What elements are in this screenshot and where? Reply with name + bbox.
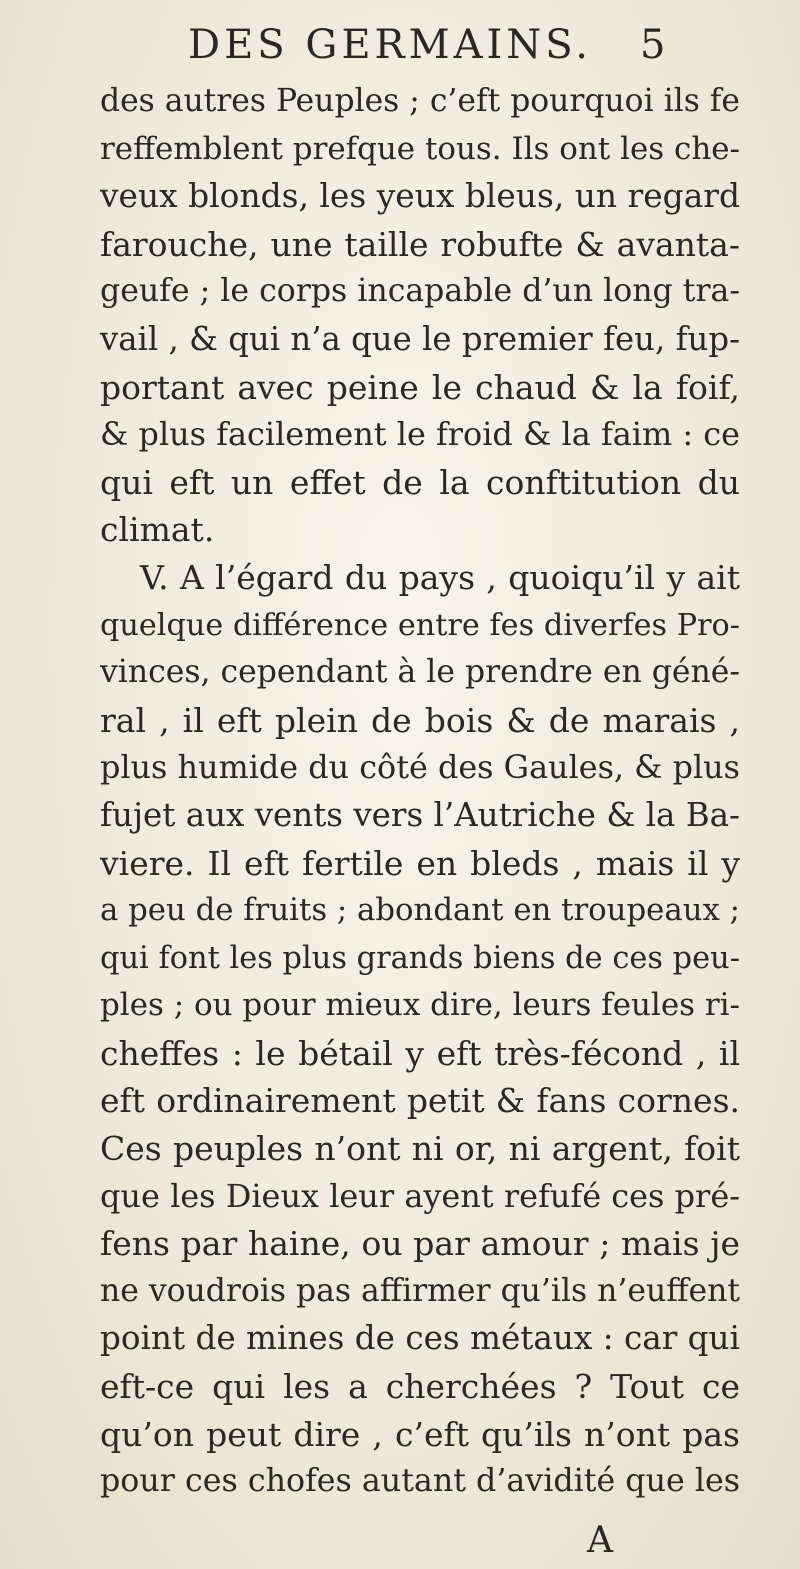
text-line: veux blonds, les yeux bleus, un regard xyxy=(100,177,740,216)
text-line: fujet aux vents vers l’Autriche & la Ba- xyxy=(100,795,740,834)
text-line: quelque différence entre fes diverfes Pro- xyxy=(100,607,740,643)
text-line: climat. xyxy=(100,510,215,550)
text-line: plus humide du côté des Gaules, & plus xyxy=(100,748,740,787)
body-text xyxy=(100,78,740,1506)
text-line: ral , il eft plein de bois & de marais , xyxy=(100,700,740,740)
catchword: A xyxy=(587,1520,613,1561)
text-line: vail , & qui n’a que le premier feu, fup- xyxy=(100,319,740,358)
text-line: point de mines de ces métaux : car qui xyxy=(100,1319,740,1358)
text-line: eft ordinairement petit & fans cornes. xyxy=(100,1081,740,1121)
text-line: Ces peuples n’ont ni or, ni argent, foit xyxy=(100,1129,740,1169)
text-line: portant avec peine le chaud & la foif, xyxy=(100,367,740,407)
text-line: des autres Peuples ; c’eft pourquoi ils fe xyxy=(100,83,740,119)
text-line: reffemblent prefque tous. Ils ont les che- xyxy=(100,130,740,167)
text-line: a peu de fruits ; abondant en troupeaux ; xyxy=(100,892,740,929)
text-line: geufe ; le corps incapable d’un long tra- xyxy=(100,273,740,310)
text-line: qui eft un effet de la conftitution du xyxy=(100,462,740,502)
text-line: viere. Il eft fertile en bleds , mais il y xyxy=(100,843,740,883)
running-title: DES GERMAINS. xyxy=(188,22,592,68)
text-line: & plus facilement le froid & la faim : ce xyxy=(100,415,740,454)
text-line: eft-ce qui les a cherchées ? Tout ce xyxy=(100,1367,740,1407)
page-header xyxy=(0,22,800,72)
text-line: ne voudrois pas affirmer qu’ils n’euffent xyxy=(100,1272,740,1309)
page-number: 5 xyxy=(640,22,666,68)
text-line: qui font les plus grands biens de ces peu- xyxy=(100,940,740,976)
text-line: qu’on peut dire , c’eft qu’ils n’ont pas xyxy=(100,1414,740,1454)
text-line: fens par haine, ou par amour ; mais je xyxy=(100,1224,740,1264)
text-line: vinces, cependant à le prendre en géné- xyxy=(100,654,740,691)
text-line: ples ; ou pour mieux dire, leurs feules ri- xyxy=(100,987,740,1024)
text-line: farouche, une taille robufte & avanta- xyxy=(100,224,740,264)
text-line: cheffes : le bétail y eft très-fécond , il xyxy=(100,1033,740,1073)
text-line: pour ces chofes autant d’avidité que les xyxy=(100,1463,740,1500)
text-line: que les Dieux leur ayent refufé ces pré- xyxy=(100,1176,740,1215)
text-line: V. A l’égard du pays , quoiqu’il y ait xyxy=(140,557,740,597)
